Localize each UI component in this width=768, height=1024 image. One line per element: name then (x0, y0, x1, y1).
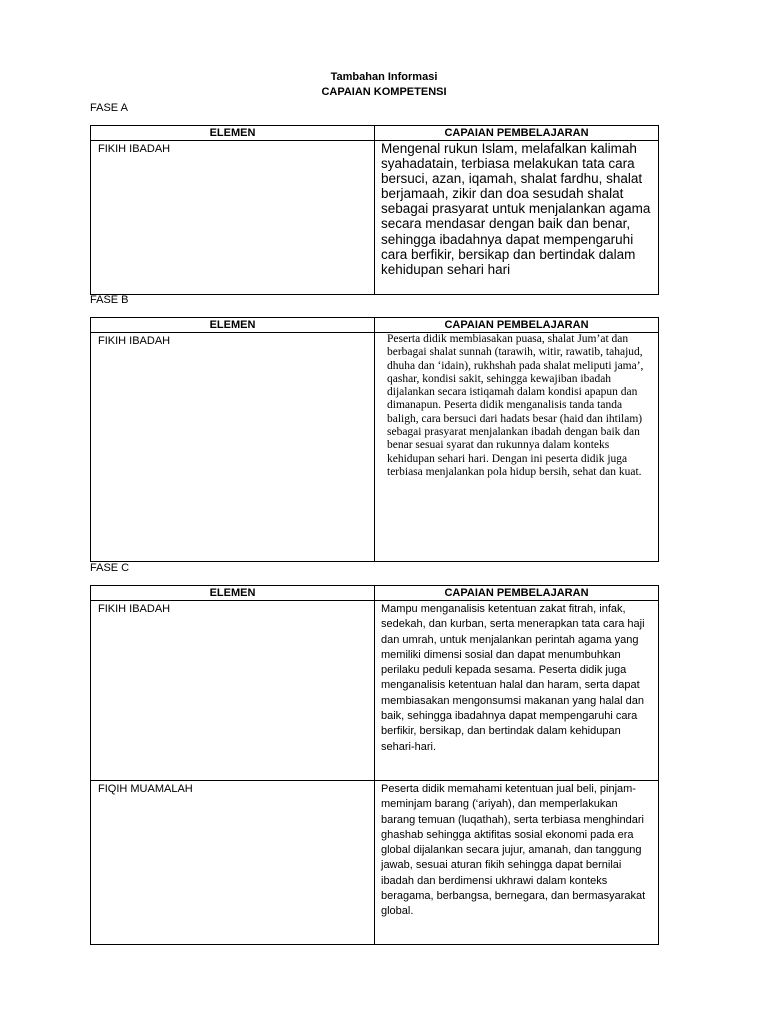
document-subtitle: Tambahan Informasi (330, 71, 438, 83)
capaian-cell: Mampu menganalisis ketentuan zakat fitrah, infak, sedekah, dan kurban, serta menerapkan tata cara haji dan umrah, untuk menjalankan perintah agama yang memiliki dimensi sosial dan dapat menumbuhkan perilaku peduli kepada sesama. Peserta didik juga menganalisis ketentuan halal dan haram, serta dapat membiasakan mengonsumsi makanan yang halal dan baik, sehingga ibadahnya dapat mempengaruhi cara berfikir, bersikap, dan bertindak dalam kehidupan sehari-hari. (375, 601, 659, 781)
document-title: CAPAIAN KOMPETENSI (321, 86, 447, 98)
column-header-elemen: ELEMEN (91, 318, 375, 333)
column-header-elemen: ELEMEN (91, 126, 375, 141)
table-header-row (91, 586, 659, 601)
table-row (91, 333, 659, 562)
phase-c-table (90, 585, 659, 945)
capaian-cell: Mengenal rukun Islam, melafalkan kalimah syahadatain, terbiasa melakukan tata cara bersuci, azan, iqamah, shalat fardhu, shalat berjamaah, zikir dan doa sesudah shalat sebagai prasyarat untuk menjalankan agama secara mendasar dengan baik dan benar, sehingga ibadahnya dapat mempengaruhi cara berfikir, bersikap dan bertindak dalam kehidupan sehari hari (375, 141, 659, 295)
elemen-cell: FIKIH IBADAH (91, 141, 375, 295)
column-header-capaian: CAPAIAN PEMBELAJARAN (375, 126, 659, 141)
capaian-cell: Peserta didik memahami ketentuan jual beli, pinjam-meminjam barang (‘ariyah), dan memperlakukan barang temuan (luqathah), serta terbiasa menghindari ghashab sehingga aktifitas sosial ekonomi pada era global dijalankan secara jujur, amanah, dan tanggung jawab, sesuai aturan fikih sehingga dapat bernilai ibadah dan berdimensi ukhrawi dalam konteks beragama, berbangsa, bernegara, dan bermasyarakat global. (375, 781, 659, 945)
table-header-row (91, 318, 659, 333)
elemen-cell: FIKIH IBADAH (91, 333, 375, 562)
table-row (91, 601, 659, 781)
column-header-capaian: CAPAIAN PEMBELAJARAN (375, 586, 659, 601)
elemen-cell: FIKIH IBADAH (91, 601, 375, 781)
capaian-cell: Peserta didik membiasakan puasa, shalat Jum’at dan berbagai shalat sunnah (tarawih, witir, rawatib, tahajud, dhuha dan ‘idain), rukhshah pada shalat meliputi jama’, qashar, kondisi sakit, sehingga kewajiban ibadah dijalankan secara istiqamah dalam kondisi apapun dan dimanapun. Peserta didik menganalisis tanda tanda baligh, cara bersuci dari hadats besar (haid dan ihtilam) sebagai prasyarat menjalankan ibadah dengan baik dan benar sesuai syarat dan rukunnya dalam konteks kehidupan sehari hari. Dengan ini peserta didik juga terbiasa menjalankan pola hidup bersih, sehat dan kuat. (375, 333, 659, 562)
phase-a-label: FASE A (90, 102, 128, 114)
table-header-row (91, 126, 659, 141)
table-row (91, 781, 659, 945)
phase-a-table (90, 125, 659, 295)
phase-b-table (90, 317, 659, 562)
column-header-elemen: ELEMEN (91, 586, 375, 601)
table-row (91, 141, 659, 295)
elemen-cell: FIQIH MUAMALAH (91, 781, 375, 945)
column-header-capaian: CAPAIAN PEMBELAJARAN (375, 318, 659, 333)
phase-b-label: FASE B (90, 294, 129, 306)
phase-c-label: FASE C (90, 562, 130, 574)
